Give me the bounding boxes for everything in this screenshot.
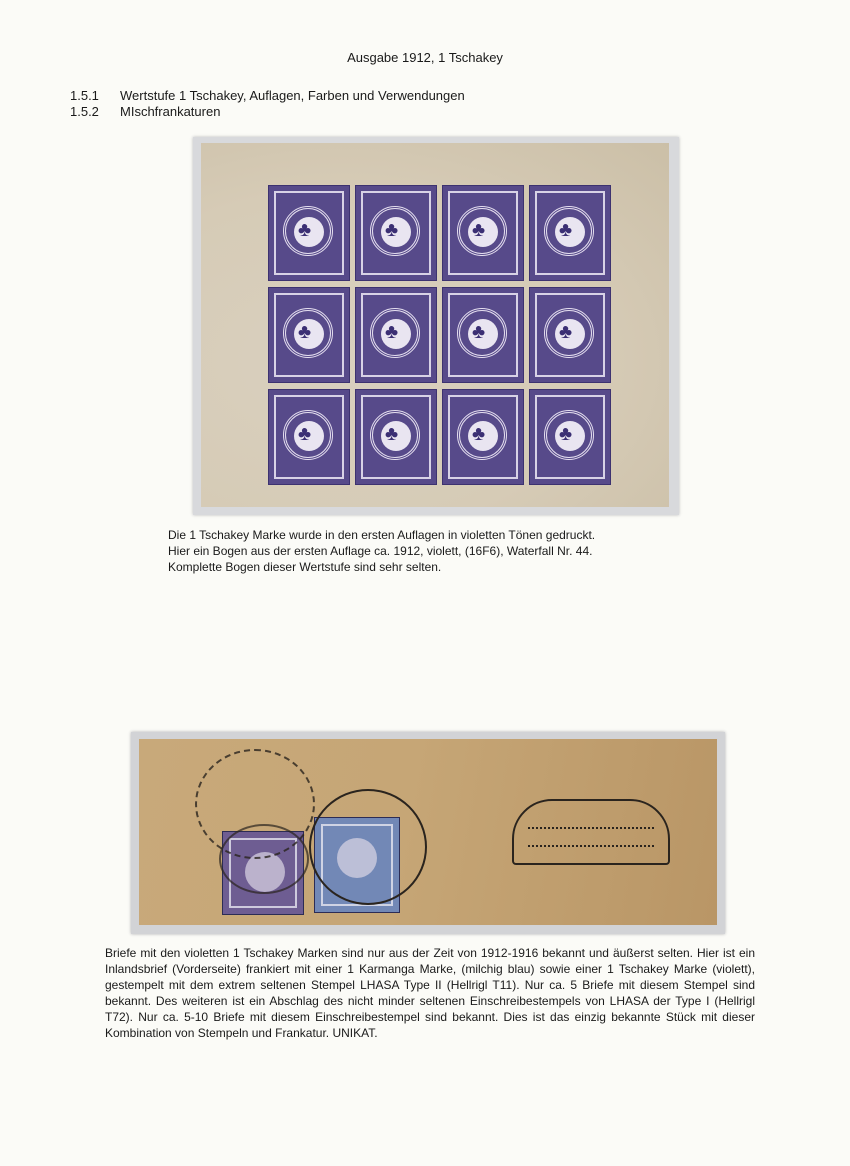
lion-icon: ♣ xyxy=(559,219,573,241)
stamp xyxy=(268,185,350,281)
section-number: 1.5.2 xyxy=(70,104,99,119)
stamp xyxy=(355,389,437,485)
caption-line: Hier ein Bogen aus der ersten Auflage ca. 1912, violett, (16F6), Waterfall Nr. 44. xyxy=(168,544,593,558)
stamp-grid xyxy=(268,185,611,485)
section-heading-1-5-1 xyxy=(70,88,465,104)
postmark-icon xyxy=(309,789,427,905)
sheet-paper xyxy=(201,143,669,507)
lion-icon: ♣ xyxy=(472,423,486,445)
stamp xyxy=(268,287,350,383)
stamp xyxy=(529,389,611,485)
stamp xyxy=(355,185,437,281)
stamp xyxy=(442,287,524,383)
stamp-sheet-photo xyxy=(193,137,679,515)
lion-icon: ♣ xyxy=(385,423,399,445)
lion-icon: ♣ xyxy=(298,219,312,241)
lion-icon: ♣ xyxy=(472,321,486,343)
stamp xyxy=(268,389,350,485)
lion-icon: ♣ xyxy=(559,423,573,445)
stamp xyxy=(529,185,611,281)
caption-line: Komplette Bogen dieser Wertstufe sind sehr selten. xyxy=(168,560,442,574)
registration-handstamp xyxy=(512,799,670,865)
section-number: 1.5.1 xyxy=(70,88,99,103)
section-title: MIschfrankaturen xyxy=(120,104,221,119)
lion-icon: ♣ xyxy=(385,219,399,241)
lion-icon: ♣ xyxy=(298,321,312,343)
cover-photo xyxy=(131,732,725,934)
page-title: Ausgabe 1912, 1 Tschakey xyxy=(347,50,503,65)
stamp xyxy=(355,287,437,383)
lion-icon: ♣ xyxy=(298,423,312,445)
caption-line: Die 1 Tschakey Marke wurde in den ersten Auflagen in violetten Tönen gedruckt. xyxy=(168,528,596,542)
cover-caption: Briefe mit den violetten 1 Tschakey Marken sind nur aus der Zeit von 1912-1916 bekannt und äußerst selten. Hier ist ein Inlandsbrief (Vorderseite) frankiert mit einer 1 Karmanga Marke, (milchig blau) sowie einer 1 Tschakey Marke (violett), gestempelt mit dem extrem seltenen Stempel LHASA Type II (Hellrigl T11). Nur ca. 5 Briefe mit diesem Stempel sind bekannt. Des weiteren ist ein Abschlag des nicht minder seltenen Einschreibestempels von LHASA der Type I (Hellrigl T72). Nur ca. 5-10 Briefe mit diesem Einschreibestempel sind bekannt. Dies ist das einzig bekannte Stück mit dieser Kombination von Stempeln und Frankatur. UNIKAT. xyxy=(105,946,755,1040)
stamp xyxy=(442,185,524,281)
lion-icon: ♣ xyxy=(385,321,399,343)
cover-envelope xyxy=(139,739,717,925)
stamp xyxy=(442,389,524,485)
sheet-caption xyxy=(168,527,728,575)
lion-icon: ♣ xyxy=(472,219,486,241)
section-title: Wertstufe 1 Tschakey, Auflagen, Farben und Verwendungen xyxy=(120,88,465,103)
postmark-icon xyxy=(219,824,309,894)
stamp xyxy=(529,287,611,383)
section-heading-1-5-2 xyxy=(70,104,220,120)
lion-icon: ♣ xyxy=(559,321,573,343)
